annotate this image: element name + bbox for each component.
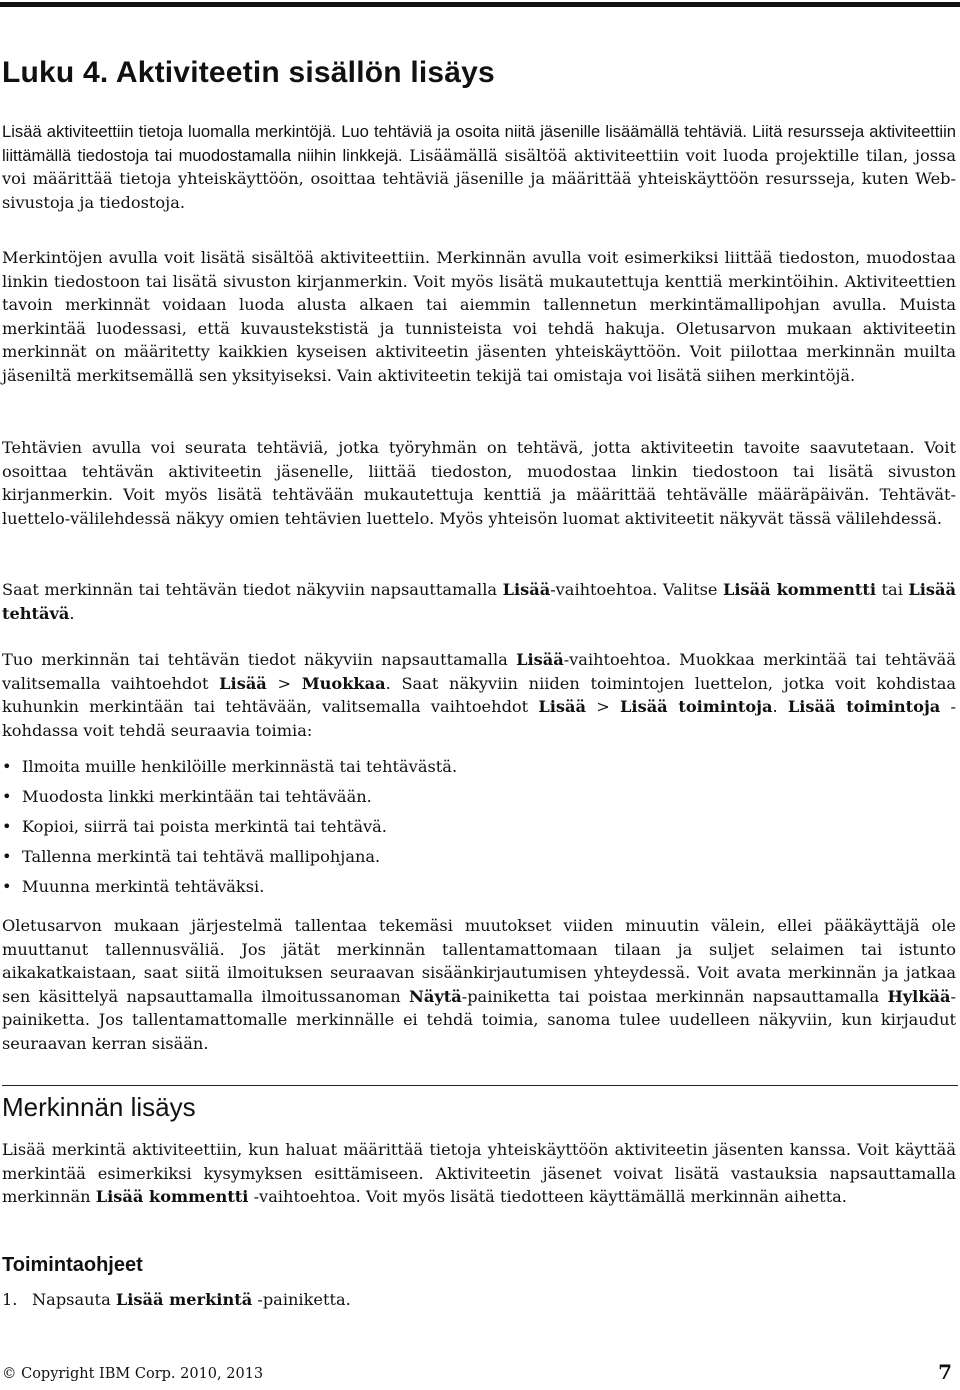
step-number: 1. <box>2 1290 18 1309</box>
text: Napsauta <box>32 1290 116 1309</box>
procedure-title: Toimintaohjeet <box>2 1254 143 1276</box>
list-item <box>2 842 956 872</box>
ui-term: Lisää <box>516 650 564 669</box>
entries-paragraph: Merkintöjen avulla voit lisätä sisältöä aktiviteettiin. Merkinnän avulla voit esimerkiksi liittää tiedoston, muodostaa linkin tiedostoon tai lisätä sivuston kirjanmerkin. Voit myös lisätä mukautettuja kenttiä merkintöihin. Aktiviteettien tavoin merkinnät voidaan luoda alusta alkaen tai aiemmin tallennetun merkintämallipohjan avulla. Muista merkintää luodessasi, että kuvaustekstistä ja tunnisteista voi tehdä hakuja. Oletusarvon mukaan aktiviteetin merkinnät on määritetty kaikkien kyseisen aktiviteetin jäsenten yhteiskäyttöön. Voit piilottaa merkinnän muilta jäseniltä merkitsemällä sen yksityiseksi. Vain aktiviteetin tekijä tai omistaja voi lisätä siihen merkintöjä. <box>2 248 956 385</box>
list-item-text: Muodosta linkki merkintään tai tehtävään. <box>22 787 372 806</box>
ui-term: Lisää <box>538 697 587 716</box>
top-rule <box>0 2 960 7</box>
text: Saat merkinnän tai tehtävän tiedot näkyviin napsauttamalla <box>2 580 503 599</box>
bullet-icon: • <box>2 817 12 836</box>
text: > <box>586 697 621 716</box>
text: tai <box>876 580 909 599</box>
list-item <box>2 812 956 842</box>
show-details-paragraph <box>2 578 956 625</box>
text: . Saat näkyviin niiden toimintojen luettelon, jotka voit kohdistaa kuhunkin merkintään tai tehtävään, valitsemalla vaihtoehdot <box>2 673 957 716</box>
text: Oletusarvon mukaan järjestelmä tallentaa tekemäsi muutokset viiden minuutin välein, ellei pääkäyttäjä ole muuttanut tallennusväliä. Jos jätät merkinnän tallentamattomaan tilaan ja suljet selaimen tai istunto aikakatkaistaan, saat siitä ilmoituksen seuraavan sisäänkirjautumisen yhteydessä. Voit avata merkinnän ja jatkaa sen käsittelyä napsauttamalla ilmoitussanoman <box>2 916 956 1006</box>
text: . <box>69 603 75 623</box>
text: Lisää merkintä aktiviteettiin, kun haluat määrittää tietoja yhteiskäyttöön aktiviteetin jäsenten kanssa. Voit käyttää merkintää esimerkiksi kysymyksen esittämiseen. Aktiviteetin jäsenet voivat lisätä vastauksia napsauttamalla merkinnän <box>2 1140 956 1206</box>
procedure-step <box>2 1288 351 1312</box>
text: Tuo merkinnän tai tehtävän tiedot näkyviin napsauttamalla <box>2 650 517 669</box>
section-paragraph <box>2 1138 956 1209</box>
ui-term-lisaa-tehtava: Lisää tehtävä <box>2 580 956 623</box>
section-divider <box>2 1085 958 1086</box>
list-item <box>2 752 956 782</box>
ui-term-lisaa-kommentti: Lisää kommentti <box>722 580 877 599</box>
section-title: Merkinnän lisäys <box>2 1092 196 1122</box>
text: . <box>772 697 788 716</box>
list-item <box>2 782 956 812</box>
text: -vaihtoehtoa. Valitse <box>550 580 723 599</box>
ui-term: Lisää <box>219 673 267 693</box>
text: -painiketta. Jos tallentamattomalle merkinnälle ei tehdä toimia, sanoma tulee uudelleen näkyviin, kun kirjaudut seuraavan kerran sisään. <box>2 986 957 1053</box>
chapter-title: Luku 4. Aktiviteetin sisällön lisäys <box>2 56 495 89</box>
list-item-text: Ilmoita muille henkilöille merkinnästä tai tehtävästä. <box>22 757 458 776</box>
list-item-text: Muunna merkintä tehtäväksi. <box>22 877 265 896</box>
text: -painiketta. <box>252 1290 351 1309</box>
actions-list <box>2 752 956 902</box>
intro-paragraph <box>2 120 956 214</box>
intro-sentences: Lisää aktiviteettiin tietoja luomalla merkintöjä. Luo tehtäviä ja osoita niitä jäsenille lisäämällä tehtäviä. Liitä resursseja aktiviteettiin liittämällä tiedostoja tai muodostamalla niihin linkkejä. <box>2 122 956 165</box>
ui-term: Lisää merkintä <box>115 1290 253 1309</box>
ui-term: Muokkaa <box>301 673 386 693</box>
autosave-paragraph <box>2 914 956 1055</box>
bullet-icon: • <box>2 787 12 806</box>
intro-continuation: Lisäämällä sisältöä aktiviteettiin voit luoda projektille tilan, jossa voi määrittää tietoja yhteiskäyttöön, osoittaa tehtäviä jäsenille ja määrittää yhteiskäyttöön resursseja, kuten Web-sivustoja ja tiedostoja. <box>2 145 956 212</box>
text: -kohdassa voit tehdä seuraavia toimia: <box>2 697 956 740</box>
page-number: 7 <box>938 1360 952 1384</box>
bullet-icon: • <box>2 877 12 896</box>
tasks-paragraph: Tehtävien avulla voi seurata tehtäviä, jotka työryhmän on tehtävä, jotta aktiviteetin tavoite saavutetaan. Voit osoittaa tehtävän aktiviteetin jäsenelle, liittää tiedoston, muodostaa linkin tiedostoon tai lisätä sivuston kirjanmerkin. Voit myös lisätä tehtävään mukautettuja kenttiä ja määrittää tehtävälle määräpäivän. Tehtävät-luettelo-välilehdessä näkyy omien tehtävien luettelo. Myös yhteisön luomat aktiviteetit näkyvät tässä välilehdessä. <box>2 438 956 528</box>
copyright-notice: © Copyright IBM Corp. 2010, 2013 <box>2 1366 264 1382</box>
ui-term-lisaa: Lisää <box>502 580 551 599</box>
text: > <box>266 673 302 693</box>
text: -painiketta tai poistaa merkinnän napsauttamalla <box>461 986 888 1006</box>
ui-term-nayta: Näytä <box>409 986 462 1006</box>
text: -vaihtoehtoa. Voit myös lisätä tiedotteen käyttämällä merkinnän aihetta. <box>248 1187 847 1206</box>
list-item <box>2 872 956 902</box>
bullet-icon: • <box>2 847 12 866</box>
ui-term: Lisää toimintoja <box>787 697 941 716</box>
list-item-text: Tallenna merkintä tai tehtävä mallipohjana. <box>22 847 381 866</box>
ui-term: Lisää kommentti <box>95 1187 249 1206</box>
list-item-text: Kopioi, siirrä tai poista merkintä tai tehtävä. <box>22 817 387 836</box>
bullet-icon: • <box>2 757 12 776</box>
ui-term-hylkaa: Hylkää <box>887 986 951 1006</box>
ui-term: Lisää toimintoja <box>620 697 773 716</box>
text: -vaihtoehtoa. Muokkaa merkintää tai tehtävää valitsemalla vaihtoehdot <box>2 650 956 693</box>
edit-paragraph <box>2 648 956 742</box>
